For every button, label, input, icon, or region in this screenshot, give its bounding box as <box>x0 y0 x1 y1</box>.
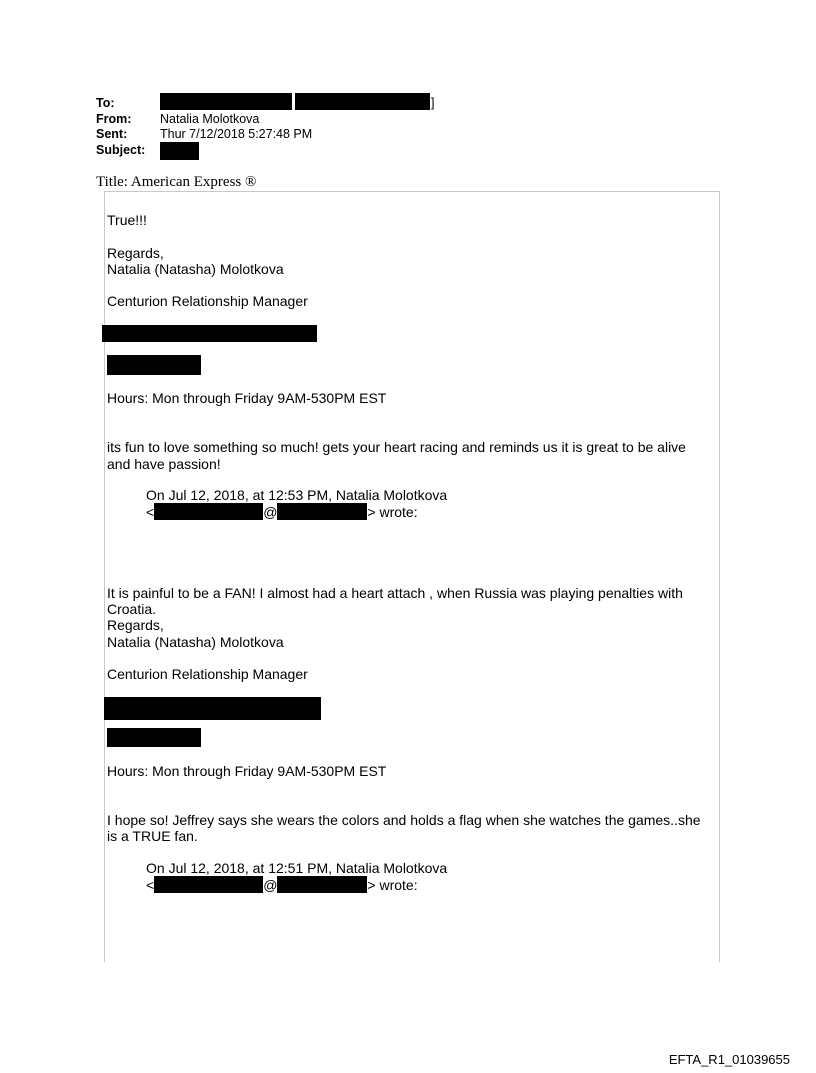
reply-text: is a TRUE fan. <box>107 828 198 844</box>
signature-regards: Regards, <box>107 245 164 261</box>
signature-name: Natalia (Natasha) Molotkova <box>107 634 284 650</box>
redaction-block <box>154 876 263 893</box>
reply-text: and have passion! <box>107 456 221 472</box>
quote-sender-line <box>146 503 418 521</box>
redaction-block <box>277 503 367 520</box>
quote-at: @ <box>263 504 278 520</box>
quote-header: On Jul 12, 2018, at 12:51 PM, Natalia Molotkova <box>146 860 448 876</box>
hours-text: Hours: Mon through Friday 9AM-530PM EST <box>107 390 387 406</box>
redaction-block <box>102 325 317 342</box>
redaction-block <box>160 93 292 110</box>
to-row <box>96 96 434 112</box>
redaction-block <box>107 355 201 375</box>
redaction-block <box>160 142 199 160</box>
reply-text: I hope so! Jeffrey says she wears the colors and holds a flag when she watches the games..she <box>107 812 701 828</box>
from-label: From: <box>96 111 132 126</box>
signature-regards: Regards, <box>107 617 164 633</box>
subject-row <box>96 143 434 159</box>
quote-wrote: > wrote: <box>367 504 418 520</box>
reply-text: its fun to love something so much! gets your heart racing and reminds us it is great to be alive <box>107 439 686 455</box>
reply-text: It is painful to be a FAN! I almost had a heart attach , when Russia was playing penalties with <box>107 585 683 601</box>
signature-name: Natalia (Natasha) Molotkova <box>107 261 284 277</box>
redaction-block <box>277 876 367 893</box>
redaction-block <box>107 728 201 747</box>
signature-role: Centurion Relationship Manager <box>107 666 308 682</box>
sent-row <box>96 127 434 143</box>
hours-text: Hours: Mon through Friday 9AM-530PM EST <box>107 763 387 779</box>
redaction-block <box>295 93 430 110</box>
bates-number: EFTA_R1_01039655 <box>668 1052 790 1067</box>
quote-header: On Jul 12, 2018, at 12:53 PM, Natalia Molotkova <box>146 487 448 503</box>
sent-value: Thur 7/12/2018 5:27:48 PM <box>160 127 313 141</box>
from-value: Natalia Molotkova <box>160 111 260 126</box>
signature-role: Centurion Relationship Manager <box>107 293 308 309</box>
sent-label: Sent: <box>96 127 128 141</box>
document-title: Title: American Express ® <box>96 174 257 190</box>
redaction-block <box>154 503 263 520</box>
quote-lt: < <box>146 504 155 520</box>
quote-sender-line <box>146 876 418 894</box>
from-row <box>96 112 434 128</box>
email-header <box>96 96 434 158</box>
redaction-block <box>104 697 321 720</box>
to-label: To: <box>96 96 115 110</box>
subject-label: Subject: <box>96 142 146 157</box>
reply-text: True!!! <box>107 212 147 228</box>
quote-at: @ <box>263 877 278 893</box>
reply-text: Croatia. <box>107 601 157 617</box>
quote-wrote: > wrote: <box>367 877 418 893</box>
quote-lt: < <box>146 877 155 893</box>
to-bracket: ] <box>431 96 435 110</box>
